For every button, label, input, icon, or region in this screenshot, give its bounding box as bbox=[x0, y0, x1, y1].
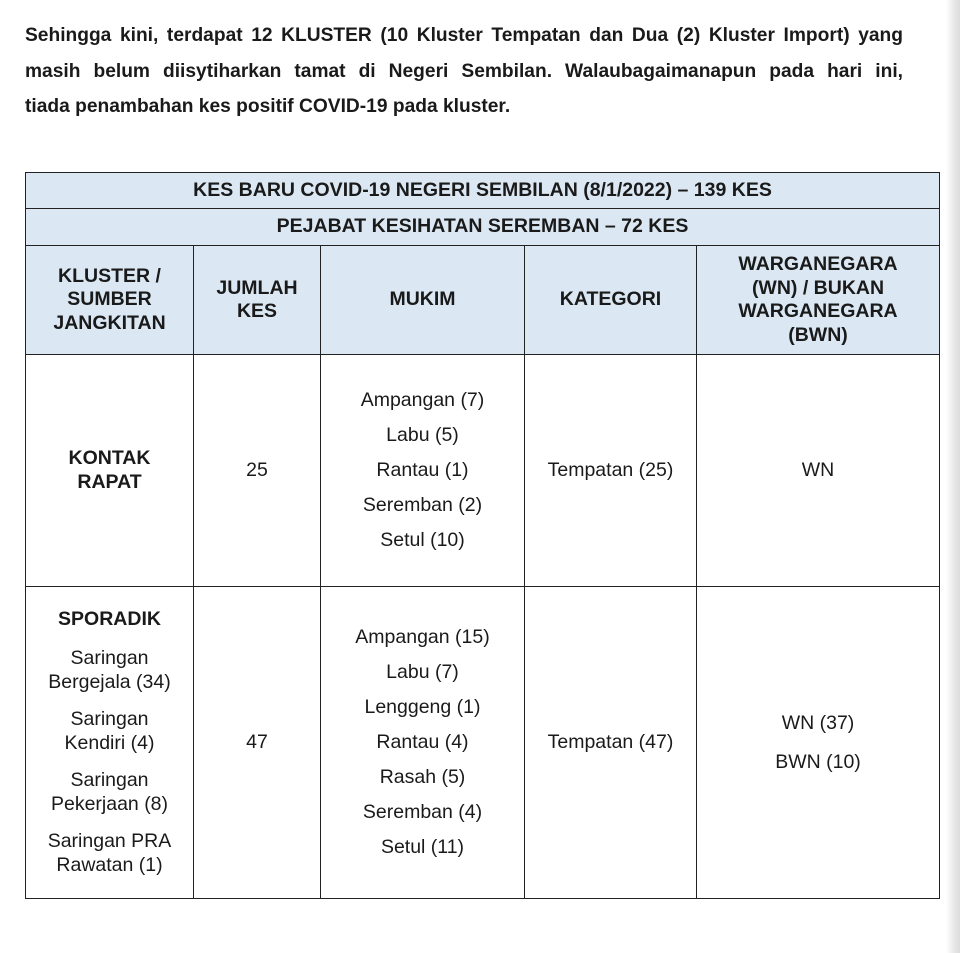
mukim-item: Seremban (4) bbox=[362, 801, 483, 823]
header-line: KLUSTER / bbox=[58, 264, 161, 287]
mukim-item: Lenggeng (1) bbox=[364, 696, 481, 718]
source-line: Saringan bbox=[70, 769, 149, 792]
source-line: KONTAK bbox=[68, 447, 151, 469]
intro-paragraph bbox=[25, 18, 903, 125]
source-cell bbox=[26, 587, 194, 899]
citizenship-item: WN (37) bbox=[781, 712, 855, 734]
intro-line: masih belum diisytiharkan tamat di Negeri Sembilan. Walaubagaimanapun pada hari ini, bbox=[25, 60, 903, 82]
header-line: JANGKITAN bbox=[53, 311, 166, 334]
header-line: WARGANEGARA bbox=[738, 300, 898, 322]
mukim-item: Labu (5) bbox=[386, 424, 459, 446]
citizenship-cell bbox=[697, 587, 940, 899]
header-line: (BWN) bbox=[788, 323, 848, 346]
mukim-item: Ampangan (15) bbox=[355, 626, 490, 648]
mukim-cell bbox=[321, 587, 525, 899]
source-line: Kendiri (4) bbox=[64, 731, 155, 754]
mukim-cell bbox=[321, 355, 525, 587]
mukim-item: Rantau (1) bbox=[376, 459, 469, 481]
source-line: Saringan bbox=[70, 647, 149, 670]
source-line: Saringan bbox=[70, 708, 149, 731]
intro-line: tiada penambahan kes positif COVID-19 pada kluster. bbox=[25, 96, 511, 117]
col-header-cases bbox=[194, 246, 321, 355]
source-line: Saringan PRA bbox=[47, 830, 172, 853]
category-cell: Tempatan (47) bbox=[525, 587, 697, 899]
header-line: (WN) / BUKAN bbox=[751, 276, 885, 299]
header-line: JUMLAH bbox=[216, 276, 298, 299]
table-subtitle: PEJABAT KESIHATAN SEREMBAN – 72 KES bbox=[26, 209, 940, 246]
mukim-item: Rantau (4) bbox=[376, 731, 469, 753]
table-row bbox=[26, 355, 940, 587]
source-line: Bergejala (34) bbox=[48, 670, 171, 693]
category-cell: Tempatan (25) bbox=[525, 355, 697, 587]
col-header-category: KATEGORI bbox=[525, 246, 697, 355]
page-edge-shadow bbox=[946, 0, 960, 953]
mukim-item: Ampangan (7) bbox=[360, 389, 485, 411]
header-line: SUMBER bbox=[67, 288, 152, 311]
col-header-source bbox=[26, 246, 194, 355]
source-line: RAPAT bbox=[77, 470, 142, 493]
table-title-row bbox=[26, 173, 940, 209]
cases-cell: 47 bbox=[194, 587, 321, 899]
table-row bbox=[26, 587, 940, 899]
source-title: SPORADIK bbox=[58, 607, 161, 630]
col-header-mukim: MUKIM bbox=[321, 246, 525, 355]
col-header-citizenship bbox=[697, 246, 940, 355]
intro-line: Sehingga kini, terdapat 12 KLUSTER (10 Kluster Tempatan dan Dua (2) Kluster Import) yang bbox=[25, 25, 903, 46]
table-subtitle-row bbox=[26, 209, 940, 246]
table-title: KES BARU COVID-19 NEGERI SEMBILAN (8/1/2022) – 139 KES bbox=[26, 173, 940, 209]
source-line: Pekerjaan (8) bbox=[50, 792, 169, 815]
citizenship-item: BWN (10) bbox=[775, 750, 861, 773]
column-header-row bbox=[26, 246, 940, 355]
mukim-item: Labu (7) bbox=[386, 661, 459, 683]
source-item bbox=[30, 708, 189, 755]
mukim-item: Rasah (5) bbox=[379, 766, 466, 788]
cases-cell: 25 bbox=[194, 355, 321, 587]
covid-cases-table bbox=[25, 172, 940, 899]
header-line: WARGANEGARA bbox=[738, 253, 898, 275]
source-cell bbox=[26, 355, 194, 587]
header-line: KES bbox=[236, 300, 278, 322]
citizenship-cell bbox=[697, 355, 940, 587]
source-line: Rawatan (1) bbox=[56, 853, 163, 876]
citizenship-item: WN bbox=[801, 458, 835, 481]
mukim-item: Setul (10) bbox=[380, 529, 465, 551]
source-item bbox=[30, 830, 189, 877]
mukim-item: Setul (11) bbox=[380, 836, 465, 858]
source-item bbox=[30, 769, 189, 816]
source-item bbox=[30, 647, 189, 694]
mukim-item: Seremban (2) bbox=[362, 494, 483, 516]
